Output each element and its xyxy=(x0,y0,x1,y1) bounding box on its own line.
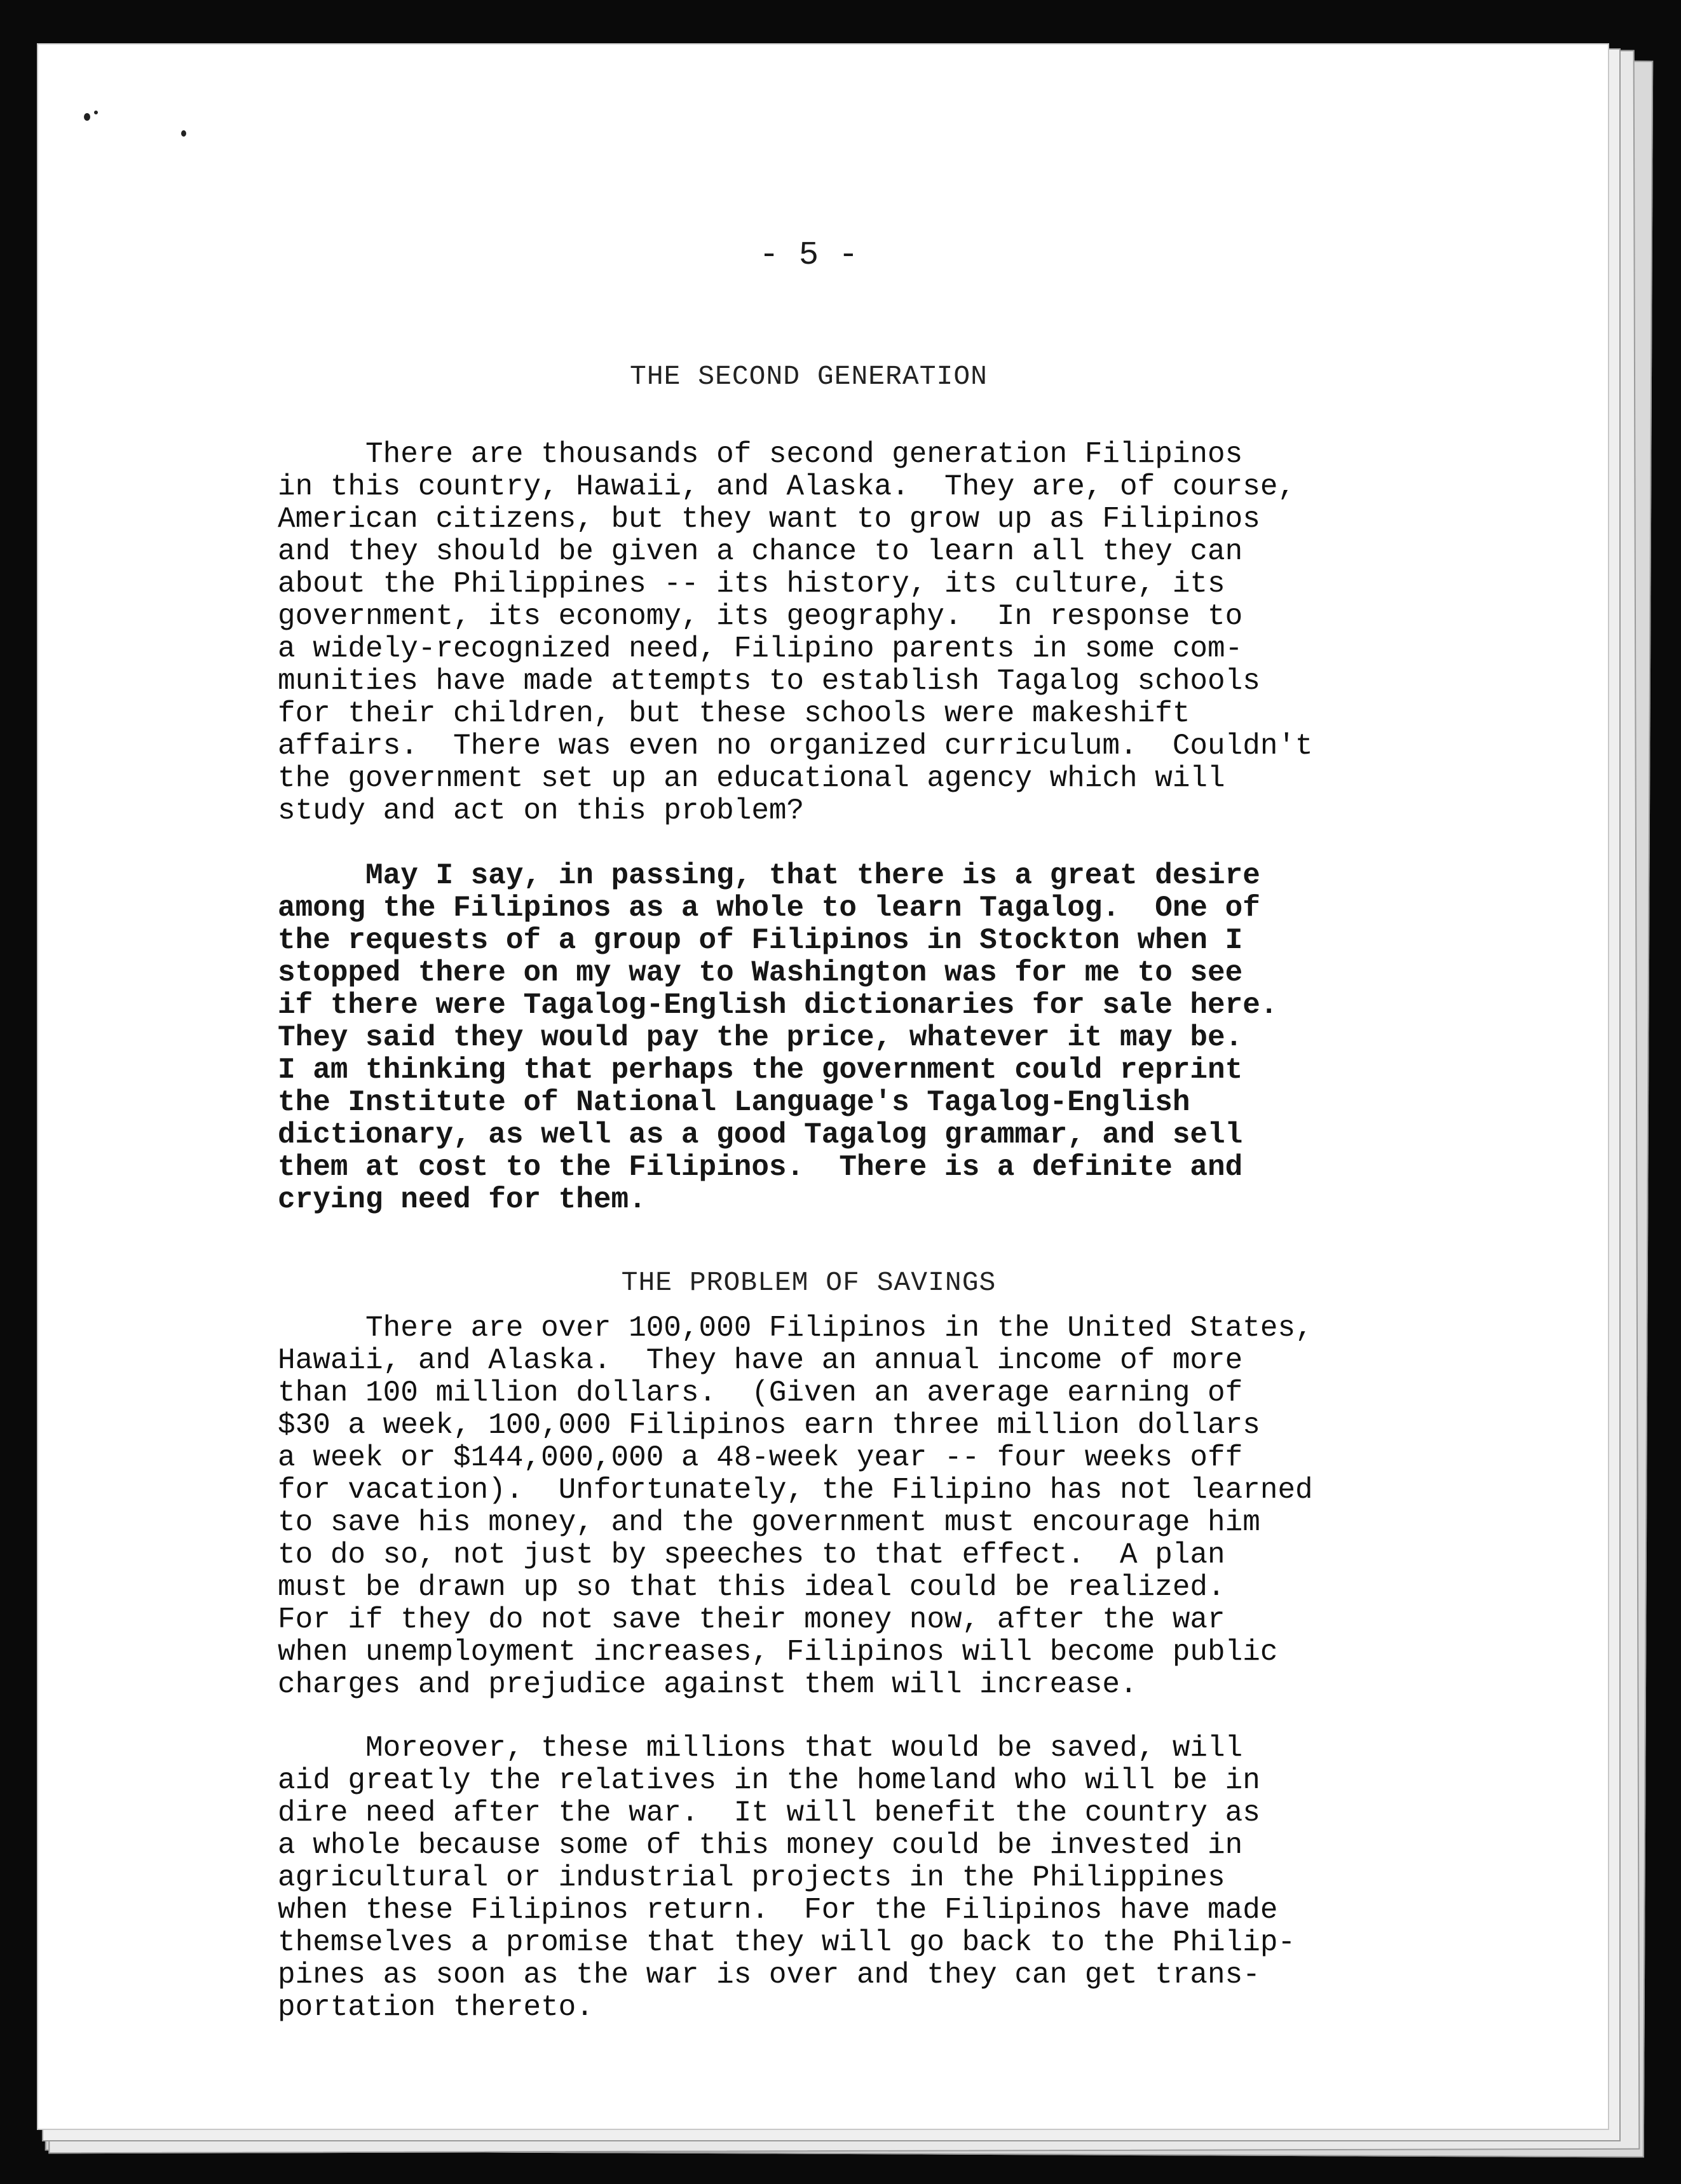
page-number: - 5 - xyxy=(759,236,859,274)
section-heading: THE PROBLEM OF SAVINGS xyxy=(621,1266,997,1298)
paragraph: There are over 100,000 Filipinos in the United States, Hawaii, and Alaska. They have an annual income of more than 100 million dollars. (Given an average earning of $30 a week, 100,000 Filipinos earn three million dollars a week or $144,000,000 a 48-week year -- four weeks off for vacation). Unfortunately, the Filipino has not learned to save his money, and the government must encourage him to do so, not just by speeches to that effect. A plan must be drawn up so that this ideal could be realized. For if they do not save their money now, after the war when unemployment increases, Filipinos will become public charges and prejudice against them will increase. xyxy=(278,1312,1313,1701)
paragraph: Moreover, these millions that would be saved, will aid greatly the relatives in the homeland who will be in dire need after the war. It will benefit the country as a whole because some of this money could be invested in agricultural or industrial projects in the Philippines when these Filipinos return. For the Filipinos have made themselves a promise that they will go back to the Philip- pines as soon as the war is over and they can get trans- portation thereto. xyxy=(278,1732,1296,2024)
ink-speck xyxy=(181,130,186,137)
section-heading: THE SECOND GENERATION xyxy=(630,360,988,392)
ink-speck xyxy=(84,113,90,121)
paragraph: May I say, in passing, that there is a great desire among the Filipinos as a whole to learn Tagalog. One of the requests of a group of Filipinos in Stockton when I stopped there on my way to Washington was for me to see if there were Tagalog-English dictionaries for sale here. They said they would pay the price, whatever it may be. I am thinking that perhaps the government could reprint the Institute of National Language's Tagalog-English dictionary, as well as a good Tagalog grammar, and sell them at cost to the Filipinos. There is a definite and crying need for them. xyxy=(278,859,1278,1216)
paragraph: There are thousands of second generation Filipinos in this country, Hawaii, and Alaska. They are, of course, American citizens, but they want to grow up as Filipinos and they should be given a chance to learn all they can about the Philippines -- its history, its culture, its government, its economy, its geography. In response to a widely-recognized need, Filipino parents in some com- munities have made attempts to establish Tagalog schools for their children, but these schools were makeshift affairs. There was even no organized curriculum. Couldn't the government set up an educational agency which will study and act on this problem? xyxy=(278,438,1313,827)
ink-speck xyxy=(94,111,98,114)
